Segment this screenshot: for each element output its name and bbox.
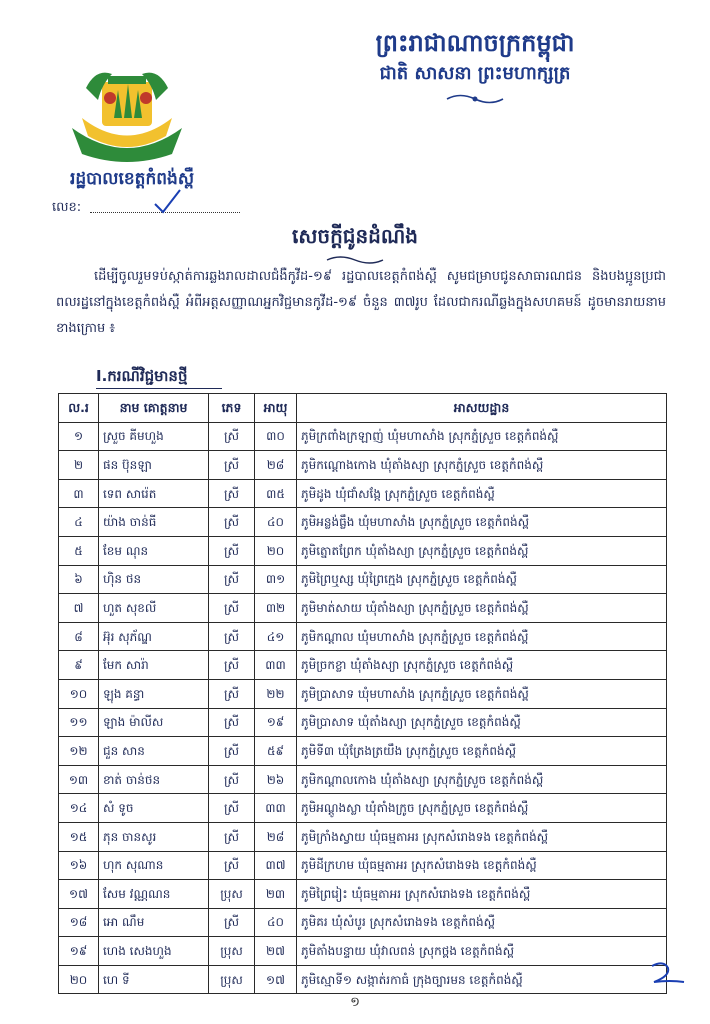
- issuing-authority: រដ្ឋបាលខេត្តកំពង់ស្ពឺ: [69, 169, 195, 189]
- cell-sex: ស្រី: [209, 737, 255, 766]
- table-row: [59, 937, 667, 966]
- cell-no: ១៩: [59, 937, 99, 966]
- cell-sex: ស្រី: [209, 765, 255, 794]
- table-row: [59, 594, 667, 623]
- page-number: ១: [350, 995, 360, 1010]
- table-row: [59, 651, 667, 680]
- table-row: [59, 880, 667, 909]
- cell-sex: ស្រី: [209, 708, 255, 737]
- cell-name: ហេ ទី: [99, 965, 209, 994]
- cell-name: ហុក សុណាន: [99, 851, 209, 880]
- table-row: [59, 451, 667, 480]
- cell-no: ១០: [59, 679, 99, 708]
- cell-sex: ស្រី: [209, 908, 255, 937]
- table-row: [59, 422, 667, 451]
- cell-sex: ស្រី: [209, 851, 255, 880]
- cell-no: ៩: [59, 651, 99, 680]
- cell-no: ៧: [59, 594, 99, 623]
- cell-name: មែក សារ៉ា: [99, 651, 209, 680]
- cell-age: ៣៣: [255, 651, 297, 680]
- cell-age: ២២: [255, 679, 297, 708]
- cell-address: ភូមិត្នោតព្រែក ឃុំតាំងស្យា ស្រុកភ្នំស្រួច ខេត្តកំពង់ស្ពឺ: [297, 536, 667, 565]
- cell-name: សំ ទូច: [99, 794, 209, 823]
- cell-no: ១១: [59, 708, 99, 737]
- cell-name: ផន ប៊ុនឡា: [99, 451, 209, 480]
- cell-address: ភូមិគរ ឃុំសំបូរ ស្រុកសំរោងទង ខេត្តកំពង់ស្ពឺ: [297, 908, 667, 937]
- cell-sex: ប្រុស: [209, 965, 255, 994]
- cell-address: ភូមិស្មោទី១ សង្កាត់រកាធំ ក្រុងច្បារមន ខេត្តកំពង់ស្ពឺ: [297, 965, 667, 994]
- reference-label: លេខ:: [52, 200, 82, 215]
- table-row: [59, 479, 667, 508]
- table-row: [59, 565, 667, 594]
- cell-address: ភូមិកណ្តាល ឃុំមហាសាំង ស្រុកភ្នំស្រួច ខេត្តកំពង់ស្ពឺ: [297, 622, 667, 651]
- cell-address: ភូមិដូង ឃុំជាំសង្កែ ស្រុកភ្នំស្រួច ខេត្តកំពង់ស្ពឺ: [297, 479, 667, 508]
- cell-sex: ស្រី: [209, 794, 255, 823]
- cell-age: ៣៣: [255, 794, 297, 823]
- cell-name: ហ៊ិន ថន: [99, 565, 209, 594]
- handwritten-check-icon: [152, 188, 182, 214]
- cases-table: [58, 393, 667, 994]
- cell-no: ៣: [59, 479, 99, 508]
- table-row: [59, 708, 667, 737]
- cell-name: យ៉ាង ចាន់ធី: [99, 508, 209, 537]
- cell-address: ភូមិទី៣ ឃុំត្រែងត្រយឹង ស្រុកភ្នំស្រួច ខេត្តកំពង់ស្ពឺ: [297, 737, 667, 766]
- cell-sex: ស្រី: [209, 822, 255, 851]
- cell-address: ភូមិតាំងបន្ទាយ ឃុំវាលពន់ ស្រុកថ្ពង ខេត្តកំពង់ស្ពឺ: [297, 937, 667, 966]
- cell-name: អ៊ុរ សុភ័ណ្ឌ: [99, 622, 209, 651]
- cell-address: ភូមិអន្លង់ធ្លឹង ឃុំមហាសាំង ស្រុកភ្នំស្រួច ខេត្តកំពង់ស្ពឺ: [297, 508, 667, 537]
- cell-sex: ស្រី: [209, 622, 255, 651]
- cell-address: ភូមិព្រៃរៀះ ឃុំធម្មតាអរ ស្រុកសំរោងទង ខេត្តកំពង់ស្ពឺ: [297, 880, 667, 909]
- cell-no: ២០: [59, 965, 99, 994]
- cell-address: ភូមិដីក្រហម ឃុំធម្មតាអរ ស្រុកសំរោងទង ខេត្តកំពង់ស្ពឺ: [297, 851, 667, 880]
- cell-age: ៣០: [255, 422, 297, 451]
- cell-age: ៣១: [255, 565, 297, 594]
- cell-name: ទេព សារ៉េត: [99, 479, 209, 508]
- cell-address: ភូមិច្រកខ្លា ឃុំតាំងស្យា ស្រុកភ្នំស្រួច ខេត្តកំពង់ស្ពឺ: [297, 651, 667, 680]
- cell-sex: ស្រី: [209, 679, 255, 708]
- cell-name: ឡាង ម៉ាលីស: [99, 708, 209, 737]
- cell-sex: ស្រី: [209, 508, 255, 537]
- cell-name: ជួន សាន: [99, 737, 209, 766]
- cell-address: ភូមិក្រាំងស្វាយ ឃុំធម្មតាអរ ស្រុកសំរោងទង ខេត្តកំពង់ស្ពឺ: [297, 822, 667, 851]
- kingdom-heading: ព្រះរាជាណាចក្រកម្ពុជា: [375, 28, 575, 57]
- section-underline: [96, 388, 222, 389]
- cell-age: ១៧: [255, 965, 297, 994]
- header-ornament: [445, 92, 505, 106]
- cell-age: ២៨: [255, 822, 297, 851]
- cell-sex: ស្រី: [209, 536, 255, 565]
- table-row: [59, 822, 667, 851]
- cell-age: ២៨: [255, 451, 297, 480]
- cell-address: ភូមិកណ្តោងកោង ឃុំតាំងស្យា ស្រុកភ្នំស្រួច ខេត្តកំពង់ស្ពឺ: [297, 451, 667, 480]
- reference-number-line: [52, 198, 242, 218]
- cell-sex: ស្រី: [209, 594, 255, 623]
- cell-sex: ស្រី: [209, 451, 255, 480]
- header-address: អាសយដ្ឋាន: [297, 394, 667, 423]
- cell-no: ១៨: [59, 908, 99, 937]
- cell-name: ភុន ចានសូរ: [99, 822, 209, 851]
- table-row: [59, 508, 667, 537]
- table-row: [59, 765, 667, 794]
- table-row: [59, 851, 667, 880]
- table-row: [59, 794, 667, 823]
- cell-no: ១៥: [59, 822, 99, 851]
- table-row: [59, 965, 667, 994]
- handwritten-mark: [646, 960, 688, 986]
- cell-name: ខាត់ ចាន់ថន: [99, 765, 209, 794]
- cell-age: ៣៧: [255, 851, 297, 880]
- cell-sex: ប្រុស: [209, 937, 255, 966]
- cell-no: ១៦: [59, 851, 99, 880]
- table-row: [59, 536, 667, 565]
- cell-age: ២៦: [255, 765, 297, 794]
- cell-age: ២៧: [255, 937, 297, 966]
- cell-age: ២៣: [255, 880, 297, 909]
- cell-no: ១៧: [59, 880, 99, 909]
- cell-no: ១៤: [59, 794, 99, 823]
- cell-name: អោ ណឹម: [99, 908, 209, 937]
- cell-age: ៣២: [255, 594, 297, 623]
- cell-address: ភូមិកណ្តាលកោង ឃុំតាំងស្យា ស្រុកភ្នំស្រួច ខេត្តកំពង់ស្ពឺ: [297, 765, 667, 794]
- cell-address: ភូមិមាត់សាយ ឃុំតាំងស្យា ស្រុកភ្នំស្រួច ខេត្តកំពង់ស្ពឺ: [297, 594, 667, 623]
- cell-address: ភូមិអណ្តូងស្លា ឃុំតាំងក្រូច ស្រុកភ្នំស្រួច ខេត្តកំពង់ស្ពឺ: [297, 794, 667, 823]
- cell-no: ៨: [59, 622, 99, 651]
- header-no: ល.រ: [59, 394, 99, 423]
- cell-age: ៤០: [255, 508, 297, 537]
- provincial-emblem-logo: [62, 58, 192, 164]
- cell-no: ៥: [59, 536, 99, 565]
- cell-no: ៦: [59, 565, 99, 594]
- cell-address: ភូមិប្រាសាទ ឃុំមហាសាំង ស្រុកភ្នំស្រួច ខេត្តកំពង់ស្ពឺ: [297, 679, 667, 708]
- table-row: [59, 908, 667, 937]
- section-heading: I.ករណីវិជ្ជមានថ្មី: [96, 367, 188, 385]
- cell-sex: ប្រុស: [209, 880, 255, 909]
- cell-name: ឡុង គន្ធា: [99, 679, 209, 708]
- table-row: [59, 737, 667, 766]
- cell-sex: ស្រី: [209, 479, 255, 508]
- cell-age: ៣៥: [255, 479, 297, 508]
- cell-age: ១៩: [255, 708, 297, 737]
- national-motto: ជាតិ សាសនា ព្រះមហាក្សត្រ: [379, 63, 571, 84]
- cell-sex: ស្រី: [209, 422, 255, 451]
- cell-address: ភូមិក្រពាំងក្រឡាញ់ ឃុំមហាសាំង ស្រុកភ្នំស្រួច ខេត្តកំពង់ស្ពឺ: [297, 422, 667, 451]
- cell-no: ១៣: [59, 765, 99, 794]
- cell-sex: ស្រី: [209, 565, 255, 594]
- cell-no: ១: [59, 422, 99, 451]
- table-header-row: [59, 394, 667, 423]
- cell-no: ៤: [59, 508, 99, 537]
- document-title: សេចក្តីជូនដំណឹង: [292, 224, 418, 248]
- cell-name: ស្រួច គីមហួង: [99, 422, 209, 451]
- cell-address: ភូមិព្រៃឬស្ស ឃុំព្រៃក្មេង ស្រុកភ្នំស្រួច ខេត្តកំពង់ស្ពឺ: [297, 565, 667, 594]
- header-age: អាយុ: [255, 394, 297, 423]
- cell-sex: ស្រី: [209, 651, 255, 680]
- cell-name: សែម វណ្ណណន: [99, 880, 209, 909]
- cell-no: ១២: [59, 737, 99, 766]
- cell-age: ៤១: [255, 622, 297, 651]
- cell-age: ៤០: [255, 908, 297, 937]
- cell-name: ហេង សេងហួង: [99, 937, 209, 966]
- cell-no: ២: [59, 451, 99, 480]
- cell-name: ខែម ណុន: [99, 536, 209, 565]
- table-row: [59, 622, 667, 651]
- table-row: [59, 679, 667, 708]
- header-sex: ភេទ: [209, 394, 255, 423]
- intro-paragraph: ដើម្បីចូលរួមទប់ស្កាត់ការឆ្លងរាលដាលជំងឺកូវីដ-១៩ រដ្ឋបាលខេត្តកំពង់ស្ពឺ សូមជម្រាបជូនសាធារណជន និងបងប្អូនប្រជាពលរដ្ឋនៅក្នុងខេត្តកំពង់ស្ពឺ អំពីអត្តសញ្ញាណអ្នកវិជ្ជមានកូវីដ-១៩ ចំនួន ៣៧រូប ដែលជាករណីឆ្លងក្នុងសហគមន៍ ដូចមានរាយនាមខាងក្រោម ៖: [56, 269, 666, 336]
- header-name: នាម គោត្តនាម: [99, 394, 209, 423]
- cell-name: ហួត សុខលី: [99, 594, 209, 623]
- cell-age: ២០: [255, 536, 297, 565]
- cell-address: ភូមិប្រាសាទ ឃុំតាំងស្យា ស្រុកភ្នំស្រួច ខេត្តកំពង់ស្ពឺ: [297, 708, 667, 737]
- cell-age: ៥៩: [255, 737, 297, 766]
